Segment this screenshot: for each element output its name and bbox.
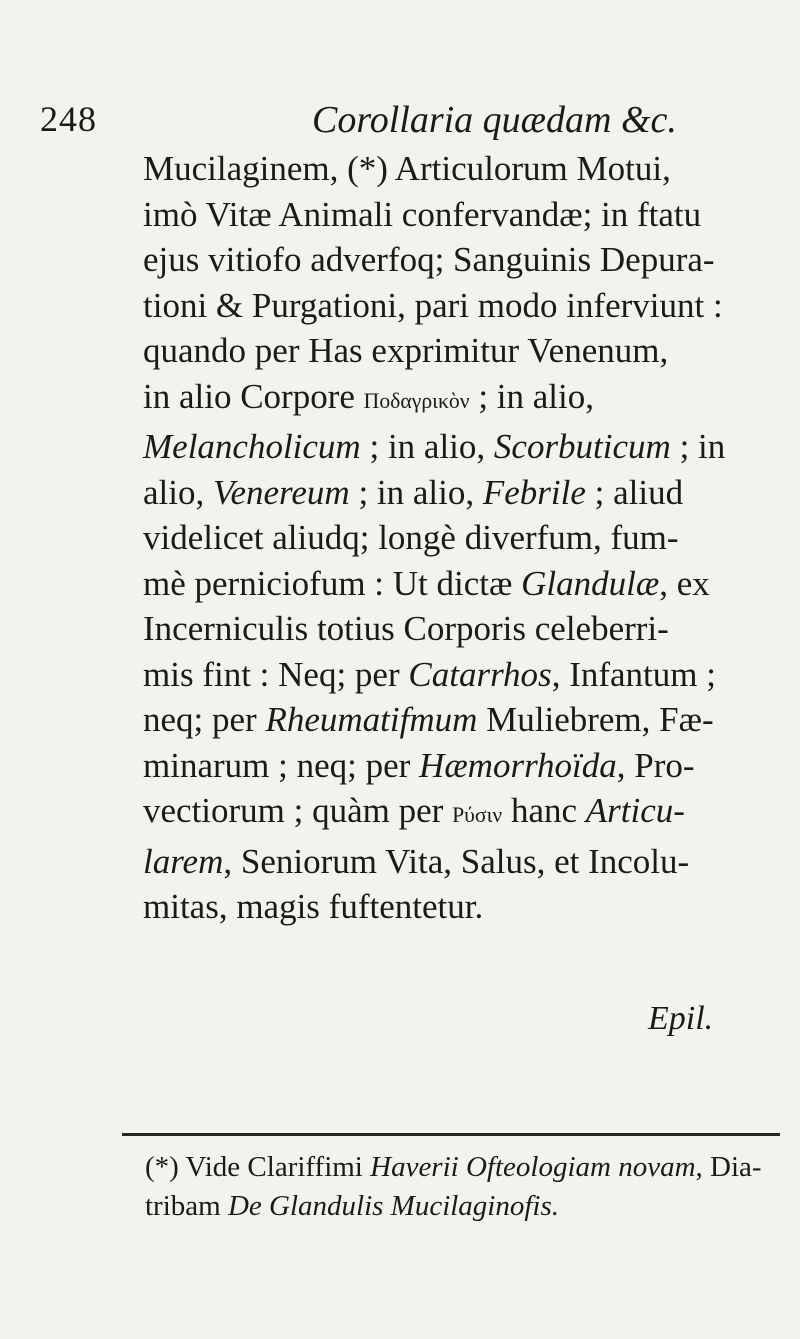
text-segment: (*) Vide Clariffimi [145,1151,371,1183]
text-segment: minarum ; neq; per [143,745,420,785]
text-segment: quando per Has exprimitur Venenum, [143,331,669,370]
footnote-line [145,1148,775,1187]
text-segment: tribam [145,1190,228,1222]
text-segment: mis fint : Neq; per [143,654,409,694]
italic-text: Febrile [482,472,586,512]
italic-text: Venereum [212,472,350,512]
italic-text: Melancholicum [143,427,361,466]
italic-text: Hæmorrhoïda [419,745,617,785]
text-segment: neq; per [143,700,266,739]
text-line [143,283,763,329]
text-segment: ; in alio, [360,427,494,466]
text-segment: ; in alio, [469,376,595,416]
running-title: Corollaria quædam &c. [312,99,677,141]
text-segment: , Seniorum Vita, Salus, et Incolu- [223,841,690,881]
text-segment: , Dia- [695,1151,762,1183]
text-line [143,606,763,652]
text-line [143,697,763,743]
text-segment: Mucilaginem, (*) Articulorum Motui, [143,149,671,188]
text-segment: mitas, magis fuftentetur. [143,887,484,926]
footnote-line [145,1187,775,1226]
text-line [143,192,763,238]
text-line [143,470,763,516]
text-segment: Ποδαγρικὸν [363,388,470,413]
text-line [143,515,763,561]
text-segment: ; aliud [585,472,684,512]
text-segment: in alio Corpore [143,376,364,416]
text-line [143,561,763,607]
text-segment: , Pro- [616,745,695,785]
italic-text: Glandulæ [521,563,660,603]
footnote [145,1148,775,1226]
footnote-rule [122,1133,780,1136]
text-segment: mè perniciofum : Ut dictæ [143,563,522,603]
text-segment: , Infantum ; [551,654,716,694]
text-segment: alio, [143,472,213,512]
text-segment: imò Vitæ Animali confervandæ; in ftatu [143,194,702,234]
italic-text: Rheumatifmum [265,700,478,739]
text-line [143,743,763,789]
text-segment: Incerniculis totius Corporis celeberri- [143,609,669,648]
catchword: Epil. [648,1000,714,1037]
text-segment: hanc [502,791,586,830]
italic-text: Catarrhos [408,654,552,694]
text-line [143,884,763,930]
text-segment: tioni & Purgationi, pari modo inferviunt : [143,285,723,325]
italic-text: Articu- [585,791,685,830]
italic-text: De Glandulis Mucilaginofis. [227,1190,560,1222]
text-segment: Muliebrem, Fæ- [477,700,714,739]
text-segment: vectiorum ; quàm per [143,791,453,830]
page-number: 248 [40,99,97,139]
text-line [143,788,763,839]
text-segment: ejus vitiofo adverfoq; Sanguinis Depura- [143,240,715,279]
text-line [143,374,763,425]
text-line [143,652,763,698]
text-line [143,328,763,374]
italic-text: larem [143,841,224,881]
text-line [143,237,763,283]
text-segment: Ρύσιν [452,803,503,827]
main-paragraph [143,146,763,930]
italic-text: Haverii Ofteologiam novam [370,1151,696,1183]
text-line [143,146,763,192]
text-segment: ; in [670,427,726,466]
text-segment: videlicet aliudq; longè diverfum, fum- [143,518,679,557]
text-segment: , ex [659,563,710,603]
text-line [143,839,763,885]
page-header [40,98,740,148]
italic-text: Scorbuticum [493,427,671,466]
text-segment: ; in alio, [349,472,483,512]
text-line [143,424,763,470]
